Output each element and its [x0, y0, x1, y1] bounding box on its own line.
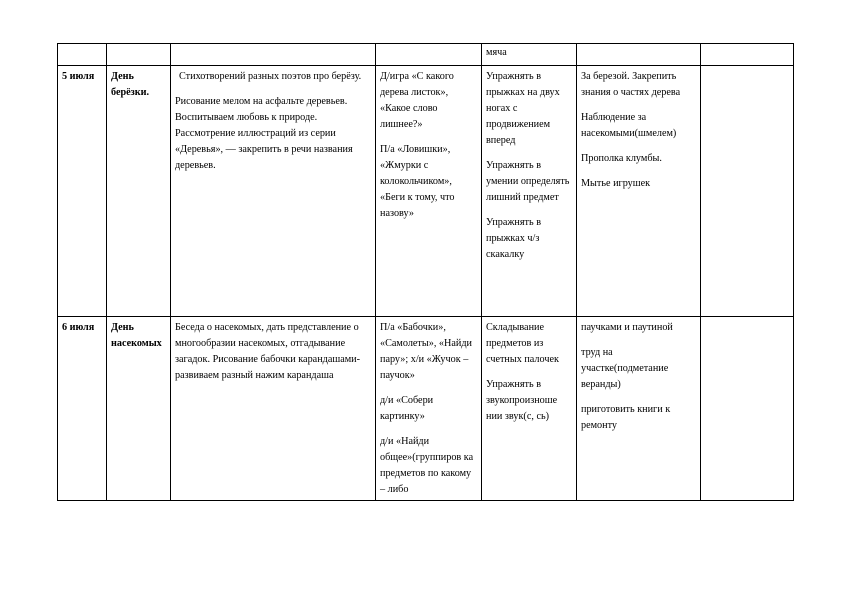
paragraph: Стихотворений разных поэтов про берёзу. [179, 71, 362, 82]
cell-walk [577, 44, 701, 66]
paragraph: приготовить книги к ремонту [581, 404, 671, 431]
cell-theme [107, 44, 171, 66]
paragraph: Беседа о насекомых, дать представление о многообразии насекомых, отгадывание загадок. Рисование бабочки карандашами-развиваем разный нажим карандаша [175, 322, 361, 381]
cell-date: 5 июля [58, 66, 107, 317]
cell-notes [701, 44, 794, 66]
paragraph: Упражнять в прыжках ч/з скакалку [486, 217, 542, 260]
paragraph: За березой. Закрепить знания о частях дерева [581, 71, 681, 98]
paragraph: Наблюдение за насекомыми(шмелем) [581, 112, 677, 139]
cell-games [376, 66, 482, 317]
paragraph: Прополка клумбы. [581, 153, 662, 164]
cell-theme: День берёзки. [107, 66, 171, 317]
cell-theme: День насекомых [107, 317, 171, 501]
cell-activities [171, 44, 376, 66]
cell-activities [171, 317, 376, 501]
paragraph: П/а «Ловишки», «Жмурки с колокольчиком», «Беги к тому, что назову» [380, 144, 455, 219]
cell-notes [701, 66, 794, 317]
paragraph: Упражнять в прыжках на двух ногах с продвижением вперед [486, 71, 560, 146]
paragraph: Рисование мелом на асфальте деревьев. Воспитываем любовь к природе. Рассмотрение иллюстраций из серии «Деревья», — закрепить в речи названия деревьев. [175, 96, 353, 171]
paragraph: д/и «Найди общее»(группиров ка предметов по какому – либо [380, 436, 474, 495]
cell-individual-work: мяча [482, 44, 577, 66]
table-row-day [58, 317, 794, 501]
paragraph: Складывание предметов из счетных палочек [486, 322, 559, 365]
paragraph: д/и «Собери картинку» [380, 395, 434, 422]
table-row-day [58, 66, 794, 317]
paragraph: Упражнять в умении определять лишний предмет [486, 160, 570, 203]
paragraph: П/а «Бабочки», «Самолеты», «Найди пару»; х/и «Жучок –паучок» [380, 322, 472, 381]
paragraph: Мытье игрушек [581, 178, 651, 189]
cell-notes [701, 317, 794, 501]
cell-activities [171, 66, 376, 317]
cell-games [376, 44, 482, 66]
paragraph: паучками и паутиной [581, 322, 673, 333]
cell-walk [577, 317, 701, 501]
cell-date [58, 44, 107, 66]
cell-individual-work [482, 317, 577, 501]
cell-individual-work [482, 66, 577, 317]
cell-date: 6 июля [58, 317, 107, 501]
paragraph: Упражнять в звукопроизноше нии звук(с, сь) [486, 379, 558, 422]
plan-table [57, 43, 794, 501]
paragraph: труд на участке(подметание веранды) [581, 347, 669, 390]
cell-walk [577, 66, 701, 317]
table-row-continuation [58, 44, 794, 66]
cell-games [376, 317, 482, 501]
paragraph: Д/игра «С какого дерева листок», «Какое слово лишнее?» [380, 71, 454, 130]
